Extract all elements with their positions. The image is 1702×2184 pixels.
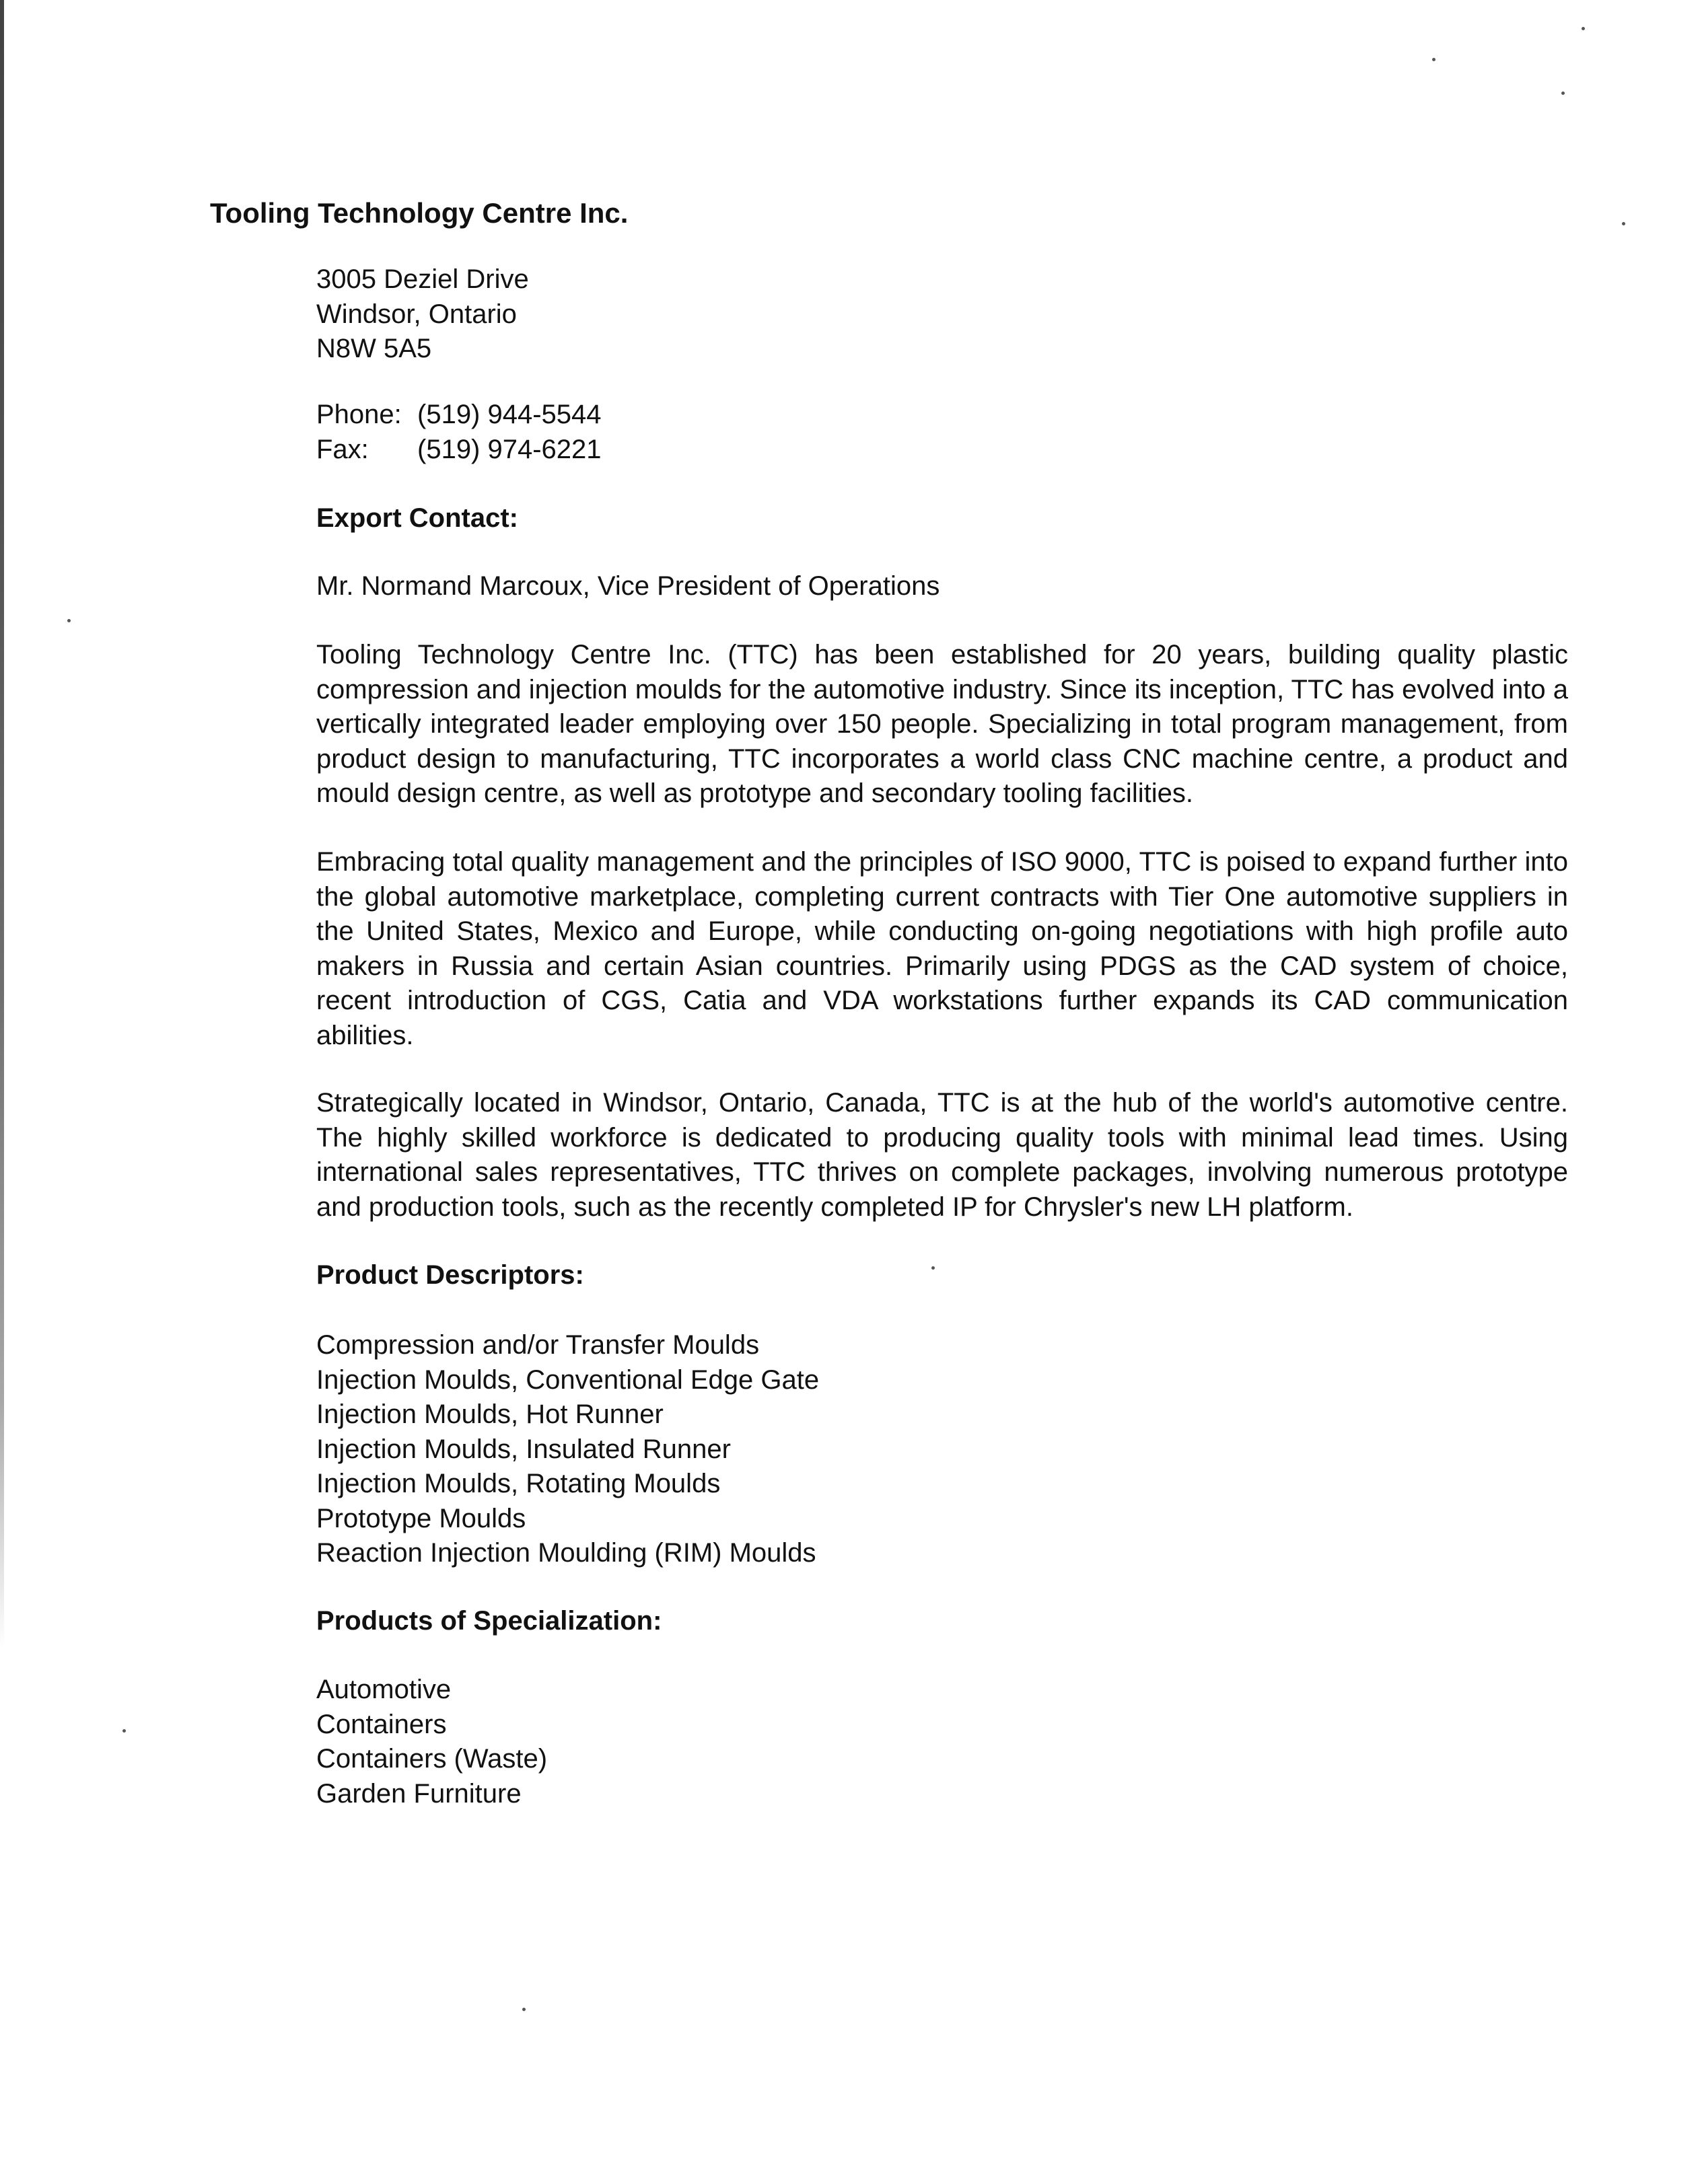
export-contact-person: Mr. Normand Marcoux, Vice President of Operations bbox=[316, 571, 940, 601]
fax-value: (519) 974-6221 bbox=[417, 434, 602, 464]
company-name: Tooling Technology Centre Inc. bbox=[210, 197, 629, 229]
products-of-specialization-list bbox=[316, 1673, 1568, 1811]
scan-speck bbox=[67, 619, 71, 622]
list-item: Injection Moulds, Rotating Moulds bbox=[316, 1469, 721, 1498]
address-street: 3005 Deziel Drive bbox=[316, 264, 529, 294]
paragraph-quality: Embracing total quality management and the principles of ISO 9000, TTC is poised to expand further into the global automotive marketplace, completing current contracts with Tier One automotive suppliers in the United States, Mexico and Europe, while conducting on-going negotiations with high profile auto makers in Russia and certain Asian countries. Primarily using PDGS as the CAD system of choice, recent introduction of CGS, Catia and VDA workstations further expands its CAD communication abilities. bbox=[316, 847, 1568, 1050]
address-block bbox=[316, 262, 1568, 367]
list-item: Containers (Waste) bbox=[316, 1744, 548, 1774]
product-descriptors-list bbox=[316, 1328, 1568, 1571]
list-item: Compression and/or Transfer Moulds bbox=[316, 1330, 760, 1360]
list-item: Injection Moulds, Insulated Runner bbox=[316, 1434, 731, 1464]
list-item: Injection Moulds, Conventional Edge Gate bbox=[316, 1364, 820, 1395]
contact-block bbox=[316, 398, 1568, 467]
phone-value: (519) 944-5544 bbox=[417, 400, 602, 429]
list-item: Prototype Moulds bbox=[316, 1503, 526, 1533]
address-postal: N8W 5A5 bbox=[316, 334, 432, 363]
paragraph-intro: Tooling Technology Centre Inc. (TTC) has been established for 20 years, building quality plastic compression and injection moulds for the automotive industry. Since its inception, TTC has evolved into a vertically integrated leader employing over 150 people. Specializing in total program management, from product design to manufacturing, TTC incorporates a world class CNC machine centre, a product and mould design centre, as well as prototype and secondary tooling facilities. bbox=[316, 640, 1568, 808]
export-contact-heading: Export Contact: bbox=[316, 503, 518, 533]
scan-speck bbox=[122, 1729, 126, 1733]
phone-label: Phone: bbox=[316, 400, 402, 429]
scan-speck bbox=[1622, 222, 1625, 225]
list-item: Containers bbox=[316, 1709, 447, 1739]
scan-speck bbox=[1582, 27, 1585, 30]
products-of-specialization-heading: Products of Specialization: bbox=[316, 1606, 662, 1636]
scan-speck bbox=[1432, 58, 1435, 61]
list-item: Reaction Injection Moulding (RIM) Moulds bbox=[316, 1538, 816, 1568]
list-item: Garden Furniture bbox=[316, 1778, 522, 1809]
list-item: Automotive bbox=[316, 1675, 452, 1704]
paragraph-location: Strategically located in Windsor, Ontario, Canada, TTC is at the hub of the world's automotive centre. The highly skilled workforce is dedicated to producing quality tools with minimal lead times. Using international sales representatives, TTC thrives on complete packages, involving numerous prototype and production tools, such as the recently completed IP for Chrysler's new LH platform. bbox=[316, 1088, 1568, 1222]
product-descriptors-heading: Product Descriptors: bbox=[316, 1260, 584, 1290]
fax-label: Fax: bbox=[316, 434, 369, 464]
scan-speck bbox=[1561, 92, 1565, 95]
address-city: Windsor, Ontario bbox=[316, 299, 517, 329]
fax-row bbox=[316, 433, 1568, 468]
scan-speck bbox=[522, 2008, 526, 2011]
scan-edge-shadow bbox=[0, 0, 4, 1648]
list-item: Injection Moulds, Hot Runner bbox=[316, 1399, 664, 1429]
phone-row bbox=[316, 398, 1568, 433]
